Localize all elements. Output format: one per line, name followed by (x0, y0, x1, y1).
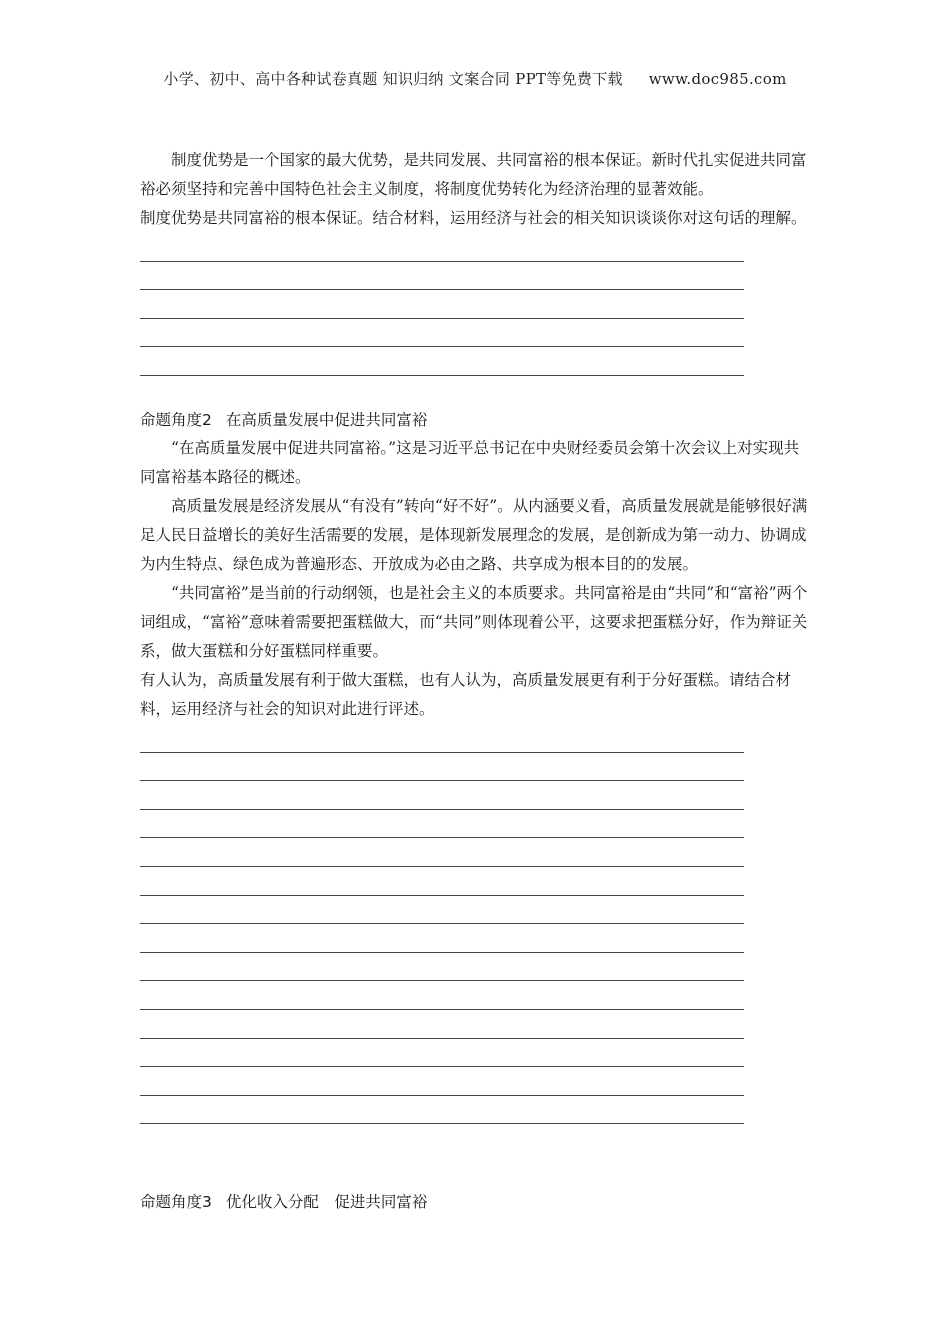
section-2-block (140, 406, 812, 1124)
answer-line[interactable] (140, 753, 744, 782)
answer-line[interactable] (140, 233, 744, 262)
answer-line[interactable] (140, 290, 744, 319)
section-3-heading: 优化收入分配 促进共同富裕 (225, 1193, 428, 1211)
section-2-para-1: “在高质量发展中促进共同富裕。”这是习近平总书记在中央财经委员会第十次会议上对实现共同富裕基本路径的概述。 (140, 439, 800, 486)
answer-line[interactable] (140, 1039, 744, 1068)
section-2-para-2: 高质量发展是经济发展从“有没有”转向“好不好”。从内涵要义看，高质量发展就是能够很好满足人民日益增长的美好生活需要的发展，是体现新发展理念的发展，是创新成为第一动力、协调成为内生特点、绿色成为普遍形态、开放成为必由之路、共享成为根本目的的发展。 (140, 497, 808, 573)
answer-line[interactable] (140, 810, 744, 839)
section-2-answer-lines (140, 724, 812, 1124)
answer-line[interactable] (140, 262, 744, 291)
q1-answer-lines (140, 233, 812, 376)
answer-line[interactable] (140, 867, 744, 896)
section-2-title (140, 406, 812, 434)
section-2-para-3: “共同富裕”是当前的行动纲领，也是社会主义的本质要求。共同富裕是由“共同”和“富裕”两个词组成，“富裕”意味着需要把蛋糕做大，而“共同”则体现着公平，这要求把蛋糕分好，作为辩证关系，做大蛋糕和分好蛋糕同样重要。 (140, 584, 808, 660)
header-text: 小学、初中、高中各种试卷真题 知识归纳 文案合同 PPT等免费下载 (163, 70, 623, 88)
page-header (0, 68, 950, 89)
section-3-block (140, 1188, 812, 1216)
answer-line[interactable] (140, 981, 744, 1010)
header-url: www.doc985.com (648, 70, 787, 88)
answer-line[interactable] (140, 953, 744, 982)
answer-line[interactable] (140, 724, 744, 753)
answer-line[interactable] (140, 347, 744, 376)
answer-line[interactable] (140, 781, 744, 810)
section-2-heading: 在高质量发展中促进共同富裕 (225, 411, 428, 429)
answer-line[interactable] (140, 319, 744, 348)
section-3-label: 命题角度3 (140, 1193, 212, 1211)
section-2-question: 有人认为，高质量发展有利于做大蛋糕，也有人认为，高质量发展更有利于分好蛋糕。请结合材料，运用经济与社会的知识对此进行评述。 (140, 671, 792, 718)
section-3-title (140, 1188, 812, 1216)
q1-question: 制度优势是共同富裕的根本保证。结合材料，运用经济与社会的相关知识谈谈你对这句话的理解。 (140, 209, 807, 227)
answer-line[interactable] (140, 896, 744, 925)
answer-line[interactable] (140, 1096, 744, 1125)
answer-line[interactable] (140, 1010, 744, 1039)
section-2-label: 命题角度2 (140, 411, 212, 429)
q1-material: 制度优势是一个国家的最大优势，是共同发展、共同富裕的根本保证。新时代扎实促进共同富裕必须坚持和完善中国特色社会主义制度，将制度优势转化为经济治理的显著效能。 (140, 151, 807, 198)
answer-line[interactable] (140, 924, 744, 953)
question-1-block (140, 146, 812, 376)
answer-line[interactable] (140, 1067, 744, 1096)
answer-line[interactable] (140, 838, 744, 867)
